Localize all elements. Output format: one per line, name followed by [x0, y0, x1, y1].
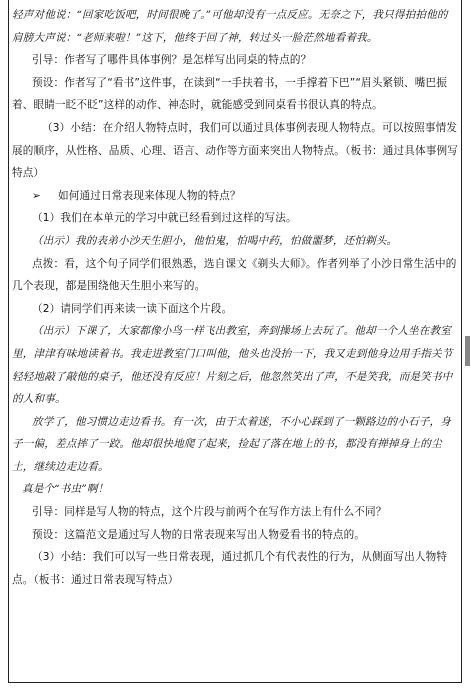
- quote-paragraph: （出示）我的表弟小沙天生胆小，他怕鬼，怕喝中药，怕做噩梦，还怕剃头。: [32, 234, 398, 247]
- hint-paragraph: 点拨：看，这个句子同学们很熟悉，选自课文《剃头大师》。作者列举了小沙日常生活中的几个表现，都是围绕他天生胆小来写的。: [12, 257, 457, 293]
- summary-paragraph: （3）小结：我们可以写一些日常表现，通过抓几个有代表性的行为，从侧面写出人物特点。（板书：通过日常表现写特点）: [12, 551, 448, 586]
- step-paragraph: （1）我们在本单元的学习中就已经看到过这样的写法。: [32, 212, 297, 225]
- guide-question: 引导：作者写了哪件具体事例？是怎样写出同桌的特点的？: [32, 54, 312, 67]
- excerpt-paragraph: （出示）下课了，大家都像小鸟一样飞出教室，奔到操场上去玩了。他却一个人坐在教室里，津津有味地读着书。我走进教室门口叫他，他头也没抬一下，我又走到他身边用手指关节轻轻地敲了敲他的桌子，他还没有反应！片刻之后，他忽然笑出了声，不是笑我，而是笑书中的人和事。: [12, 325, 453, 406]
- summary-paragraph: （3）小结：在介绍人物特点时，我们可以通过具体事例表现人物特点。可以按照事情发展的顺序，从性格、品质、心理、语言、动作等方面来突出人物特点。（板书：通过具体事例写特点）: [12, 121, 458, 180]
- lesson-text: [12, 4, 458, 591]
- excerpt-paragraph: 轻声对他说：“回家吃饭吧，时间很晚了。”可他却没有一点反应。无奈之下，我只得拍拍他的肩膀大声说：“老师来啦！”这下，他终于回了神，转过头一脸茫然地看着我。: [12, 9, 448, 44]
- scrollbar-marker: [465, 336, 470, 366]
- section-heading-text: 如何通过日常表现来体现人物的特点？: [58, 189, 241, 202]
- step-paragraph: （2）请同学们再来读一读下面这个片段。: [32, 302, 233, 315]
- excerpt-paragraph: 真是个“书虫”啊！: [22, 483, 109, 496]
- bullet-arrow-icon: ➢: [32, 189, 42, 202]
- preset-answer: 预设：这篇范文是通过写人物的日常表现来写出人物爱看书的特点的。: [32, 528, 366, 541]
- guide-question: 引导：同样是写人物的特点，这个片段与前两个在写作方法上有什么不同？: [32, 506, 387, 519]
- excerpt-paragraph: 放学了，他习惯边走边看书。有一次，由于太着迷，不小心踩到了一颗路边的小石子，身子一偏，差点摔了一跤。他却很快地爬了起来，捡起了落在地上的书，都没有掸掉身上的尘土，继续边走边看。: [12, 415, 452, 473]
- section-heading: [12, 185, 458, 208]
- preset-answer: 预设：作者写了“看书”这件事，在读到“一手扶着书，一手撑着下巴”“眉头紧锁、嘴巴振着、眼睛一眨不眨”这样的动作、神态时，就能感受到同桌看书很认真的特点。: [12, 76, 447, 112]
